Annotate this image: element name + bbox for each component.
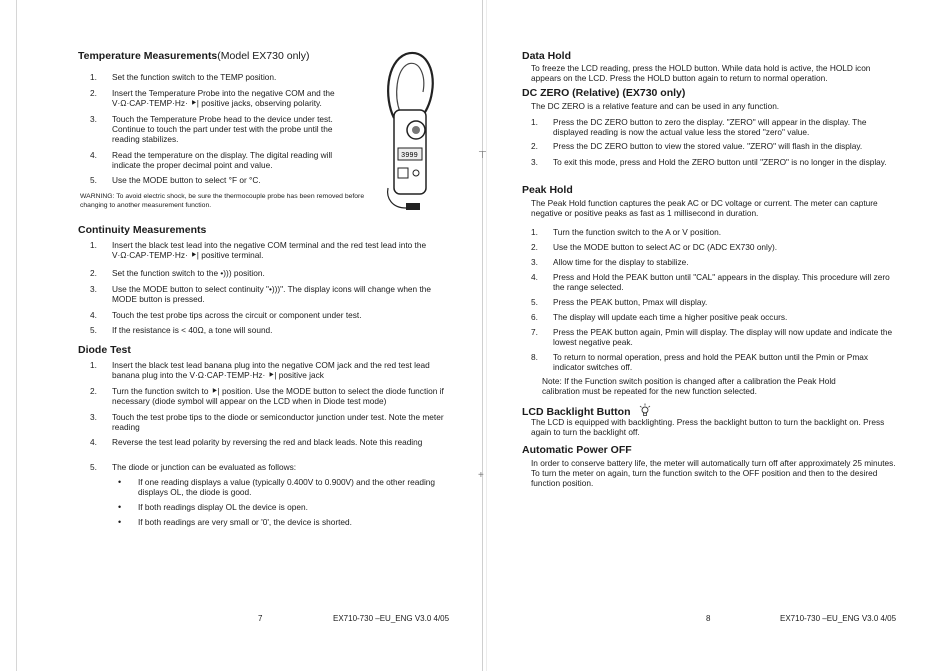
step-text: Read the temperature on the display. The digital reading will indicate the proper decimal point and value. [112,150,333,171]
list-item [90,175,362,185]
step-text: Use the MODE button to select AC or DC (ADC EX730 only). [553,242,778,252]
step-number: 5. [90,175,97,185]
step-text: Insert the Temperature Probe into the negative COM and the V·Ω·CAP·TEMP·Hz· ⯈| positive jacks, observing polarity. [112,88,335,109]
step-text: Allow time for the display to stabilize. [553,257,689,267]
step-number: 2. [90,386,97,396]
step-number: 3. [531,257,538,267]
fold-mark: + [478,470,484,481]
step-text: Set the function switch to the TEMP position. [112,72,277,82]
section-title-continuity: Continuity Measurements [78,224,207,236]
list-item [531,297,896,307]
footer-doc-id: EX710-730 –EU_ENG V3.0 4/05 [333,614,450,623]
fold-mark: ⊤ [478,150,487,161]
step-text: Press the PEAK button again, Pmin will display. The display will now update and indicate the lowest negative peak. [553,327,893,348]
step-text: Insert the black test lead banana plug into the negative COM jack and the red test lead banana plug into the V·Ω·CAP·TEMP·Hz· ⯈| positive jack [112,360,430,381]
footer-doc-id: EX710-730 –EU_ENG V3.0 4/05 [780,614,897,623]
step-number: 4. [90,437,97,447]
step-number: 2. [90,88,97,98]
list-item [90,386,446,406]
bullet-item [118,502,438,512]
list-item [90,114,362,145]
step-number: 1. [531,227,538,237]
list-item [531,272,896,292]
step-number: 5. [90,325,97,335]
list-item [90,88,362,108]
step-text: Touch the test probe tips across the circuit or component under test. [112,310,362,320]
step-text: Turn the function switch to the A or V position. [553,227,722,237]
step-number: 5. [90,462,97,472]
step-text: If the resistance is < 40Ω, a tone will sound. [112,325,273,335]
step-number: 2. [531,141,538,151]
step-text: Reverse the test lead polarity by reversing the red and black leads. Note this reading [112,437,423,447]
section-title-text: LCD Backlight Button [522,406,631,418]
section-title-auto-power-off: Automatic Power OFF [522,444,632,456]
note-text: Note: If the Function switch position is changed after a calibration the Peak Hold calibration must be repeated for the new function selected. [542,376,836,397]
paragraph: In order to conserve battery life, the meter will automatically turn off after approximately 25 minutes. To turn the meter on again, turn the function switch to the OFF position and then to the desired function position. [531,458,896,489]
paragraph: To freeze the LCD reading, press the HOLD button. While data hold is active, the HOLD icon appears on the LCD. Press the HOLD button again to return to normal operation. [531,63,871,84]
page-number: 7 [258,614,263,623]
step-text: Use the MODE button to select °F or °C. [112,175,261,185]
bullet-text: If one reading displays a value (typically 0.400V to 0.900V) and the other reading displays OL, the diode is good. [138,477,436,498]
list-item [90,72,370,82]
paragraph: The Peak Hold function captures the peak AC or DC voltage or current. The meter can capture negative or positive peaks as fast as 1 millisecond in duration. [531,198,878,219]
step-number: 3. [90,114,97,124]
meter-display-digits: 3999 [401,152,418,160]
warning-text: WARNING: To avoid electric shock, be sure the thermocouple probe has been removed before changing to another measurement function. [80,193,365,209]
step-number: 6. [531,312,538,322]
bullet-text: If both readings display OL the device is open. [138,502,308,512]
step-text: Press the PEAK button, Pmax will display. [553,297,708,307]
step-number: 1. [531,117,538,127]
section-title-dc-zero: DC ZERO (Relative) (EX730 only) [522,87,686,99]
step-text: Turn the function switch to ⯈| position. Use the MODE button to select the diode function if necessary (diode symbol will appear on the LCD when in Diode test mode) [112,386,444,407]
bullet-text: If both readings are very small or '0', the device is shorted. [138,517,352,527]
list-item [90,360,446,380]
list-item [531,312,896,322]
step-number: 3. [90,284,97,294]
section-title-temperature [78,50,310,62]
list-item [531,157,896,167]
step-text: To exit this mode, press and Hold the ZERO button until "ZERO" is no longer in the display. [553,157,887,167]
bullet-item [118,517,438,527]
step-number: 1. [90,240,97,250]
step-number: 2. [90,268,97,278]
step-text: Press the DC ZERO button to zero the display. "ZERO" will appear in the display. The displayed reading is now the actual value less the stored "zero" value. [553,117,867,138]
step-text: Touch the Temperature Probe head to the device under test. Continue to touch the part under test with the probe until the reading stabilizes. [112,114,333,145]
bullet-icon: • [118,477,122,487]
step-text: The display will update each time a higher positive peak occurs. [553,312,788,322]
step-number: 4. [90,310,97,320]
section-title-diode: Diode Test [78,344,131,356]
section-title-text: Temperature Measurements [78,50,218,62]
bullet-icon: • [118,502,122,512]
bullet-item [118,477,438,497]
list-item [90,150,362,170]
bullet-icon: • [118,517,122,527]
step-number: 1. [90,360,97,370]
list-item [531,141,896,151]
step-text: Use the MODE button to select continuity "•)))". The display icons will change when the MODE button is pressed. [112,284,432,305]
step-number: 5. [531,297,538,307]
list-item [90,325,446,335]
step-text: Insert the black test lead into the negative COM terminal and the red test lead into the V·Ω·CAP·TEMP·Hz· ⯈| positive terminal. [112,240,427,261]
list-item [90,268,446,278]
list-item [90,437,446,447]
list-item [531,242,896,252]
step-number: 3. [90,412,97,422]
step-number: 7. [531,327,538,337]
step-text: The diode or junction can be evaluated as follows: [112,462,297,472]
step-text: To return to normal operation, press and hold the PEAK button until the Pmin or Pmax indicator switches off. [553,352,868,373]
step-text: Press and Hold the PEAK button until "CAL" appears in the display. This procedure will zero the range selected. [553,272,890,293]
list-item [531,352,896,372]
list-item [531,257,896,267]
list-item [531,227,896,237]
list-item [531,327,896,347]
clamp-meter-icon [380,48,440,218]
section-title-data-hold: Data Hold [522,50,572,62]
list-item [90,412,446,432]
list-item [90,462,446,472]
section-title-note: (Model EX730 only) [217,50,310,62]
page-number: 8 [706,614,711,623]
step-number: 2. [531,242,538,252]
list-item [90,240,446,260]
list-item [90,310,446,320]
step-text: Set the function switch to the •))) position. [112,268,265,278]
section-title-peak-hold: Peak Hold [522,184,573,196]
step-number: 4. [531,272,538,282]
list-item [531,117,896,137]
paragraph: The LCD is equipped with backlighting. Press the backlight button to turn the backlight on. Press again to turn the backlight off. [531,417,885,438]
paragraph: The DC ZERO is a relative feature and can be used in any function. [531,101,780,111]
page-8 [480,0,950,671]
step-text: Touch the test probe tips to the diode or semiconductor junction under test. Note the meter reading [112,412,444,433]
step-number: 4. [90,150,97,160]
step-number: 3. [531,157,538,167]
list-item [90,284,446,304]
step-text: Press the DC ZERO button to view the stored value. "ZERO" will flash in the display. [553,141,863,151]
step-number: 8. [531,352,538,362]
step-number: 1. [90,72,97,82]
